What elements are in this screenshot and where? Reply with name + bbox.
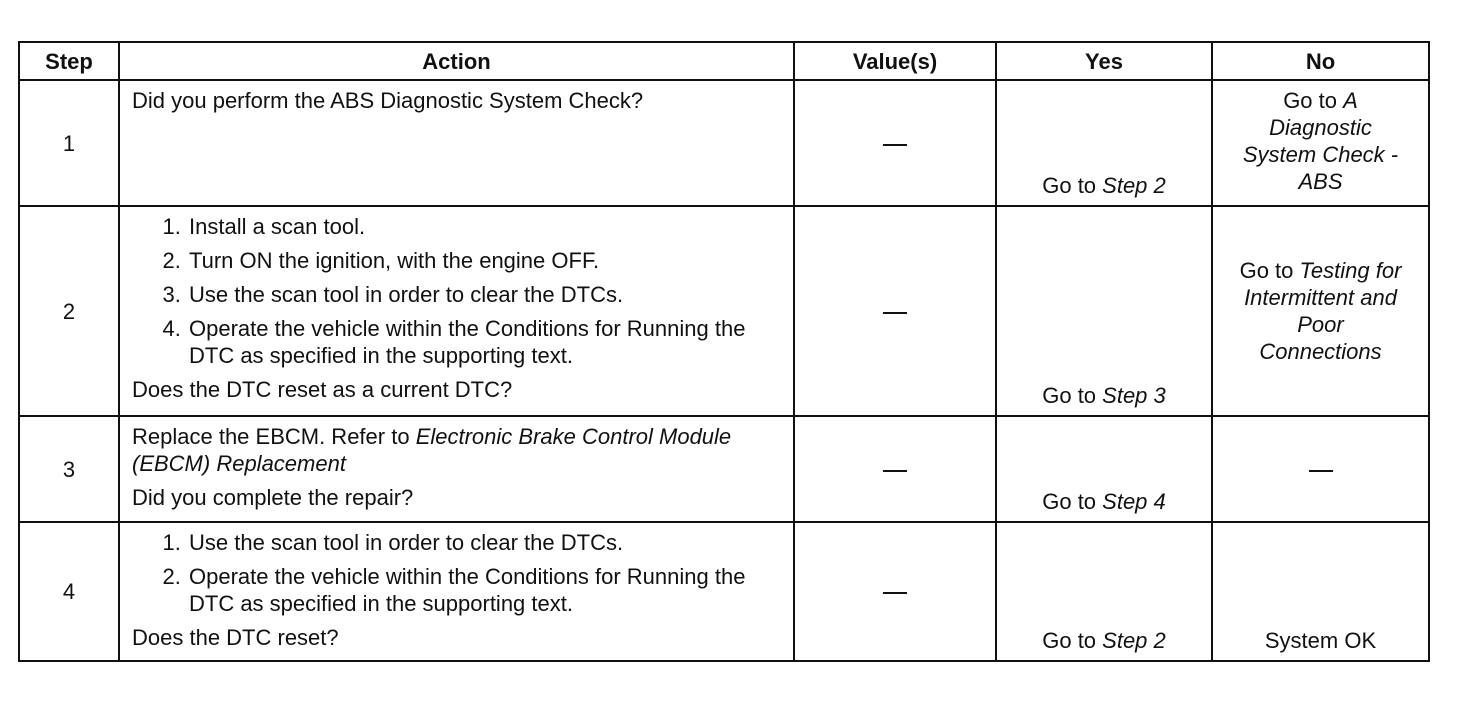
action-cell xyxy=(119,416,794,522)
yes-prefix: Go to xyxy=(1042,628,1103,653)
action-step-item: 2. Turn ON the ignition, with the engine OFF. xyxy=(187,247,783,274)
value-cell xyxy=(794,206,996,416)
action-step-item: 2. Operate the vehicle within the Conditions for Running the DTC as specified in the supporting text. xyxy=(187,563,783,617)
action-step-item: 1. Use the scan tool in order to clear the DTCs. xyxy=(187,529,783,556)
no-cell xyxy=(1212,522,1429,661)
header-action: Action xyxy=(119,42,794,80)
value-cell xyxy=(794,80,996,206)
table-row xyxy=(19,80,1429,206)
action-cell xyxy=(119,80,794,206)
no-cell xyxy=(1212,416,1429,522)
yes-cell xyxy=(996,416,1212,522)
table-row xyxy=(19,522,1429,661)
header-yes: Yes xyxy=(996,42,1212,80)
action-question: Does the DTC reset as a current DTC? xyxy=(132,377,513,402)
step-number: 2 xyxy=(19,206,119,416)
value-dash xyxy=(883,592,907,594)
step-number: 4 xyxy=(19,522,119,661)
diagnostic-table xyxy=(18,41,1430,662)
action-question: Did you perform the ABS Diagnostic System Check? xyxy=(132,88,644,113)
action-step-item: 1. Install a scan tool. xyxy=(187,213,783,240)
action-cell xyxy=(119,206,794,416)
yes-cell xyxy=(996,80,1212,206)
value-dash xyxy=(883,312,907,314)
yes-prefix: Go to xyxy=(1042,489,1103,514)
yes-link[interactable]: Step 2 xyxy=(1102,628,1166,653)
no-link[interactable]: Testing for Intermittent and Poor Connections xyxy=(1244,258,1402,364)
value-dash xyxy=(883,470,907,472)
header-step: Step xyxy=(19,42,119,80)
instruction-text: Replace the EBCM. Refer to xyxy=(132,424,416,449)
action-question: Does the DTC reset? xyxy=(132,625,339,650)
action-question: Did you complete the repair? xyxy=(132,485,414,510)
yes-link[interactable]: Step 3 xyxy=(1102,383,1166,408)
table-row xyxy=(19,206,1429,416)
value-dash xyxy=(883,144,907,146)
action-steps-list xyxy=(132,213,783,369)
no-cell xyxy=(1212,206,1429,416)
action-step-item: 4. Operate the vehicle within the Conditions for Running the DTC as specified in the supporting text. xyxy=(187,315,783,369)
action-instruction xyxy=(132,423,783,477)
no-dash xyxy=(1309,470,1333,472)
no-prefix: Go to xyxy=(1239,258,1300,283)
yes-cell xyxy=(996,522,1212,661)
value-cell xyxy=(794,416,996,522)
value-cell xyxy=(794,522,996,661)
step-number: 3 xyxy=(19,416,119,522)
no-prefix: Go to xyxy=(1283,88,1344,113)
no-link[interactable]: A Diagnostic System Check - ABS xyxy=(1242,88,1399,194)
yes-link[interactable]: Step 2 xyxy=(1102,173,1166,198)
action-step-item: 3. Use the scan tool in order to clear the DTCs. xyxy=(187,281,783,308)
action-cell xyxy=(119,522,794,661)
procedure-link[interactable]: Electronic Brake Control Module (EBCM) Replacement xyxy=(132,424,732,476)
no-result: System OK xyxy=(1264,628,1377,653)
yes-prefix: Go to xyxy=(1042,173,1103,198)
yes-cell xyxy=(996,206,1212,416)
header-no: No xyxy=(1212,42,1429,80)
header-values: Value(s) xyxy=(794,42,996,80)
yes-prefix: Go to xyxy=(1042,383,1103,408)
step-number: 1 xyxy=(19,80,119,206)
yes-link[interactable]: Step 4 xyxy=(1102,489,1166,514)
header-row xyxy=(19,42,1429,80)
no-cell xyxy=(1212,80,1429,206)
table-row xyxy=(19,416,1429,522)
action-steps-list xyxy=(132,529,783,617)
